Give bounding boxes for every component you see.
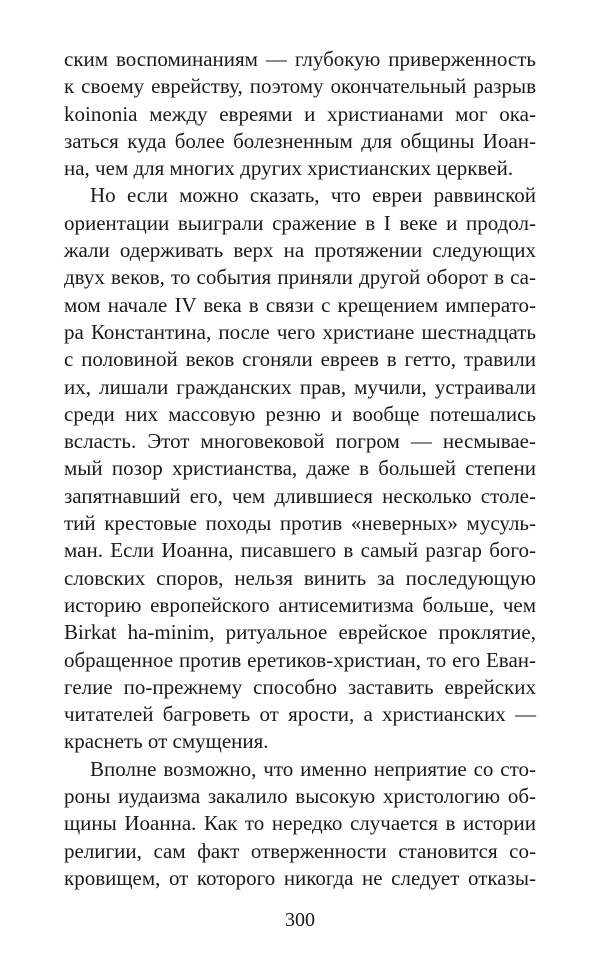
text-line: щины Иоанна. Как то нередко случается в истории bbox=[64, 811, 536, 836]
text-line: запятнавший его, чем длившиеся несколько столе- bbox=[64, 483, 536, 508]
page-body-text bbox=[64, 46, 536, 892]
text-line: всласть. Этот многовековой погром — несмывае- bbox=[64, 429, 536, 454]
text-line: ориентации выиграли сражение в I веке и продол- bbox=[64, 210, 536, 235]
text-line: краснеть от смущения. bbox=[64, 729, 269, 754]
text-line: двух веков, то события приняли другой оборот в са- bbox=[64, 265, 536, 290]
text-line: Но если можно сказать, что евреи раввинской bbox=[90, 183, 536, 208]
text-line: среди них массовую резню и вообще потешались bbox=[64, 401, 536, 426]
text-line: обращенное против еретиков-христиан, то его Еван- bbox=[64, 647, 536, 672]
text-line: ман. Если Иоанна, писавшего в самый разгар бого- bbox=[64, 538, 536, 563]
text-line: их, лишали гражданских прав, мучили, устраивали bbox=[64, 374, 536, 399]
text-line: читателей багроветь от ярости, а христианских — bbox=[64, 702, 536, 727]
text-line: на, чем для многих других христианских церквей. bbox=[64, 156, 514, 181]
text-line: заться куда более болезненным для общины Иоан- bbox=[64, 128, 536, 153]
text-line: жали одерживать верх на протяжении следующих bbox=[64, 238, 536, 263]
text-line: мом начале IV века в связи с крещением императо- bbox=[64, 292, 536, 317]
text-line: Вполне возможно, что именно неприятие со сто- bbox=[90, 756, 536, 781]
text-line: историю европейского антисемитизма больше, чем bbox=[64, 592, 536, 617]
text-line: гелие по-прежнему способно заставить еврейских bbox=[64, 674, 536, 699]
text-line: ра Константина, после чего христиане шестнадцать bbox=[64, 319, 536, 344]
text-line: мый позор христианства, даже в большей степени bbox=[64, 456, 536, 481]
text-line: koinonia между евреями и христианами мог ока- bbox=[64, 101, 536, 126]
page-number: 300 bbox=[285, 909, 315, 931]
text-line: с половиной веков сгоняли евреев в гетто, травили bbox=[64, 347, 536, 372]
text-line: к своему еврейству, поэтому окончательный разрыв bbox=[64, 74, 536, 99]
text-line: религии, сам факт отверженности становится со- bbox=[64, 838, 536, 863]
text-line: тий крестовые походы против «неверных» мусуль- bbox=[64, 511, 536, 536]
text-line: словских споров, нельзя винить за последующую bbox=[64, 565, 536, 590]
text-line: роны иудаизма закалило высокую христологию об- bbox=[64, 784, 536, 809]
text-line: кровищем, от которого никогда не следует отказы- bbox=[64, 865, 536, 890]
text-line: Birkat ha-minim, ритуальное еврейское проклятие, bbox=[64, 620, 536, 645]
text-line: ским воспоминаниям — глубокую приверженность bbox=[64, 47, 536, 71]
